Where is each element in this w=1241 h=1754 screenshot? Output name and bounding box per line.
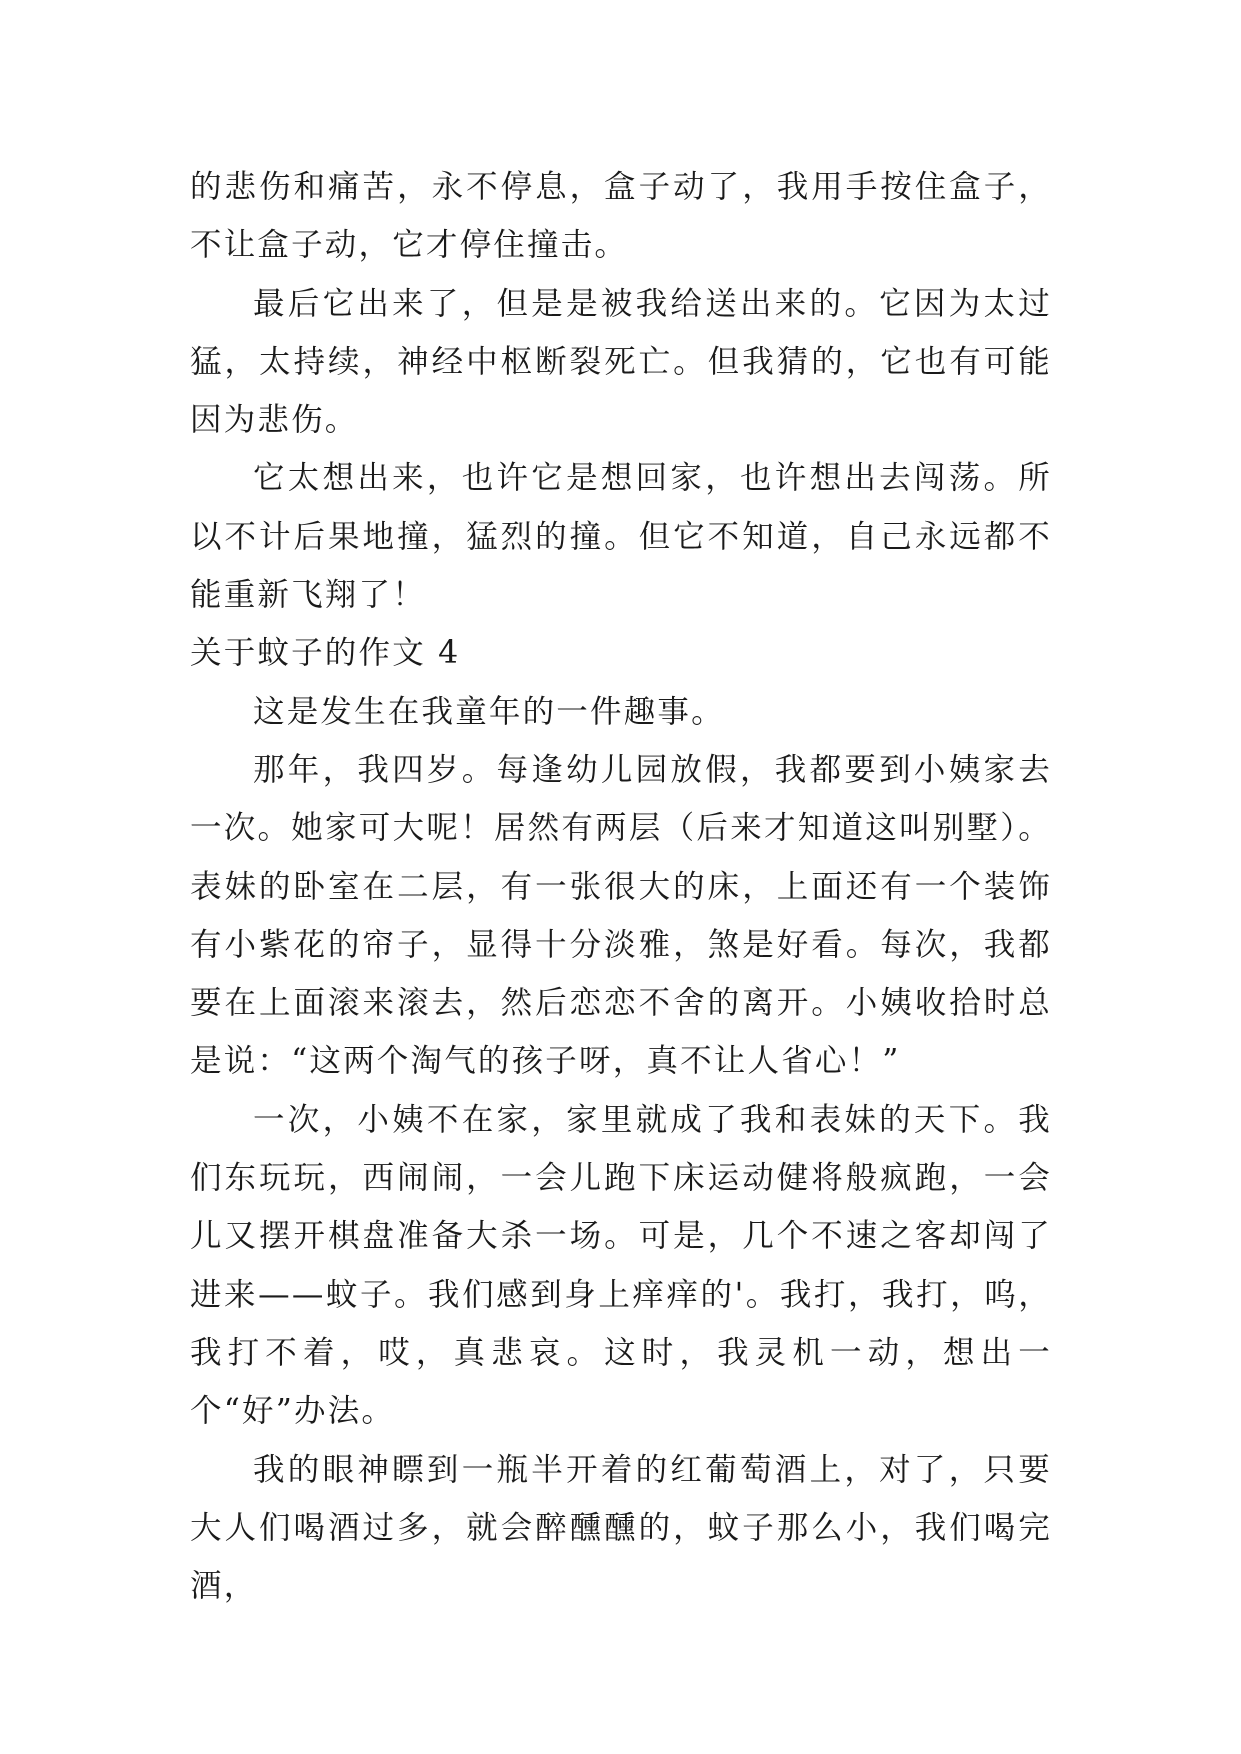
document-page: [190, 158, 1052, 1615]
paragraph-4: 这是发生在我童年的一件趣事。: [253, 693, 725, 730]
paragraph-2: 最后它出来了，但是是被我给送出来的。它因为太过猛，太持续，神经中枢断裂死亡。但我猜的，它也有可能因为悲伤。: [190, 285, 1052, 439]
section-title: 关于蚊子的作文 4: [190, 635, 461, 672]
paragraph-1: 的悲伤和痛苦，永不停息，盒子动了，我用手按住盒子，不让盒子动，它才停住撞击。: [190, 169, 1052, 264]
paragraph-3: 它太想出来，也许它是想回家，也许想出去闯荡。所以不计后果地撞，猛烈的撞。但它不知道，自己永远都不能重新飞翔了！: [190, 460, 1052, 614]
paragraph-7: 我的眼神瞟到一瓶半开着的红葡萄酒上，对了，只要大人们喝酒过多，就会醉醺醺的，蚊子那么小，我们喝完酒，: [190, 1451, 1052, 1605]
paragraph-5: 那年，我四岁。每逢幼儿园放假，我都要到小姨家去一次。她家可大呢！居然有两层（后来才知道这叫别墅）。表妹的卧室在二层，有一张很大的床，上面还有一个装饰有小紫花的帘子，显得十分淡雅，煞是好看。每次，我都要在上面滚来滚去，然后恋恋不舍的离开。小姨收拾时总是说：“这两个淘气的孩子呀，真不让人省心！”: [190, 751, 1052, 1080]
paragraph-6: 一次，小姨不在家，家里就成了我和表妹的天下。我们东玩玩，西闹闹，一会儿跑下床运动健将般疯跑，一会儿又摆开棋盘准备大杀一场。可是，几个不速之客却闯了进来——蚊子。我们感到身上痒痒的'。我打，我打，呜，我打不着，哎，真悲哀。这时，我灵机一动，想出一个“好”办法。: [190, 1101, 1052, 1430]
